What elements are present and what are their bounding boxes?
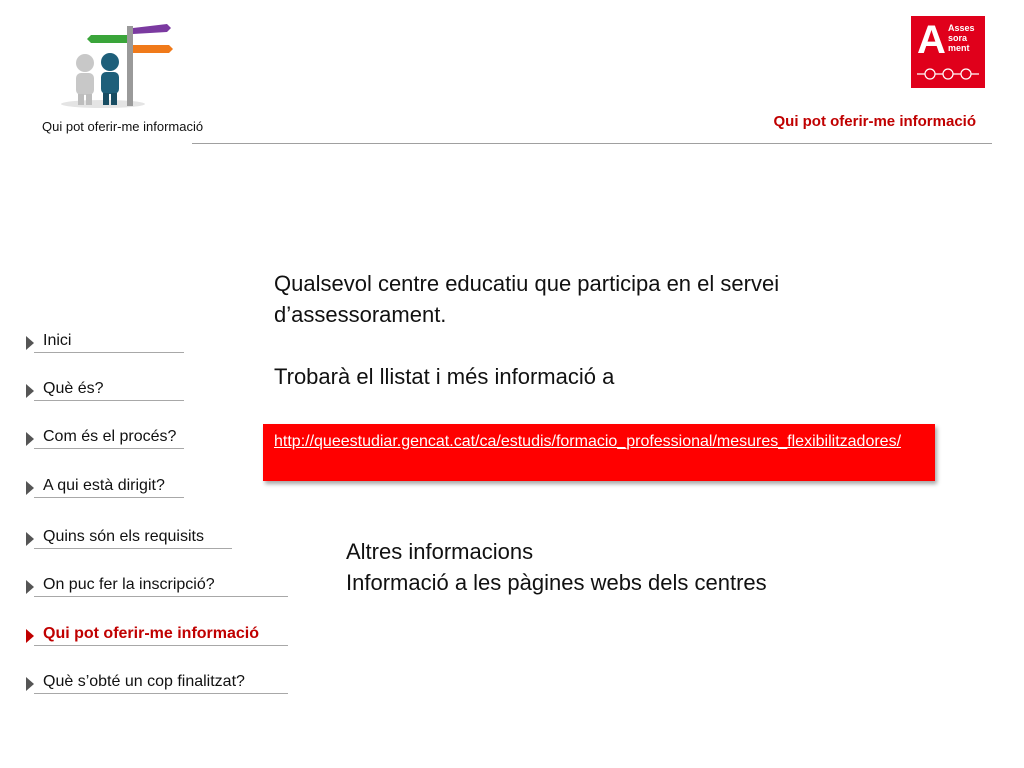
page-title: Qui pot oferir-me informació xyxy=(773,113,976,130)
nav-item-label: On puc fer la inscripció? xyxy=(43,576,215,593)
nav-item-label: Què s’obté un cop finalitzat? xyxy=(43,673,245,690)
main-content xyxy=(274,268,874,392)
nav-item-label: A qui està dirigit? xyxy=(43,477,165,494)
chevron-right-icon xyxy=(26,481,34,495)
gencat-link[interactable]: http://queestudiar.gencat.cat/ca/estudis/formacio_professional/mesures_flexibilitzadores/ xyxy=(274,433,902,450)
chevron-right-icon xyxy=(26,677,34,691)
other-info-text: Informació a les pàgines webs dels centres xyxy=(346,570,767,595)
signpost-illustration xyxy=(55,18,185,110)
brand-logo xyxy=(911,16,985,88)
nav-divider xyxy=(34,448,184,449)
brand-word-line: ment xyxy=(948,43,970,53)
chevron-right-icon xyxy=(26,432,34,446)
logo-caption: Qui pot oferir-me informació xyxy=(42,119,204,134)
nav-item-label: Quins són els requisits xyxy=(43,528,204,545)
nav-divider xyxy=(34,497,184,498)
chevron-right-icon xyxy=(26,532,34,546)
nav-divider xyxy=(34,693,288,694)
brand-word-line: sora xyxy=(948,33,968,43)
intro-paragraph: Qualsevol centre educatiu que participa en el servei d’assessorament. xyxy=(274,271,780,327)
nav-divider xyxy=(34,645,288,646)
other-info xyxy=(346,536,767,598)
other-info-title: Altres informacions xyxy=(346,539,534,564)
chevron-right-icon xyxy=(26,580,34,594)
list-paragraph: Trobarà el llistat i més informació a xyxy=(274,364,615,389)
nav-divider xyxy=(34,596,288,597)
nav-divider xyxy=(34,352,184,353)
link-box xyxy=(263,424,935,481)
chevron-right-icon xyxy=(26,629,34,643)
nav-item-label: Inici xyxy=(43,332,72,349)
chevron-right-icon xyxy=(26,336,34,350)
brand-chain-icon xyxy=(911,16,985,88)
nav-item-label: Qui pot oferir-me informació xyxy=(43,625,260,642)
chevron-right-icon xyxy=(26,384,34,398)
brand-letter: A xyxy=(917,18,946,62)
nav-divider xyxy=(34,548,232,549)
nav-item-label: Com és el procés? xyxy=(43,428,177,445)
nav-divider xyxy=(34,400,184,401)
header-divider xyxy=(192,143,992,144)
brand-word-line: Asses xyxy=(948,23,975,33)
nav-item-label: Què és? xyxy=(43,380,104,397)
